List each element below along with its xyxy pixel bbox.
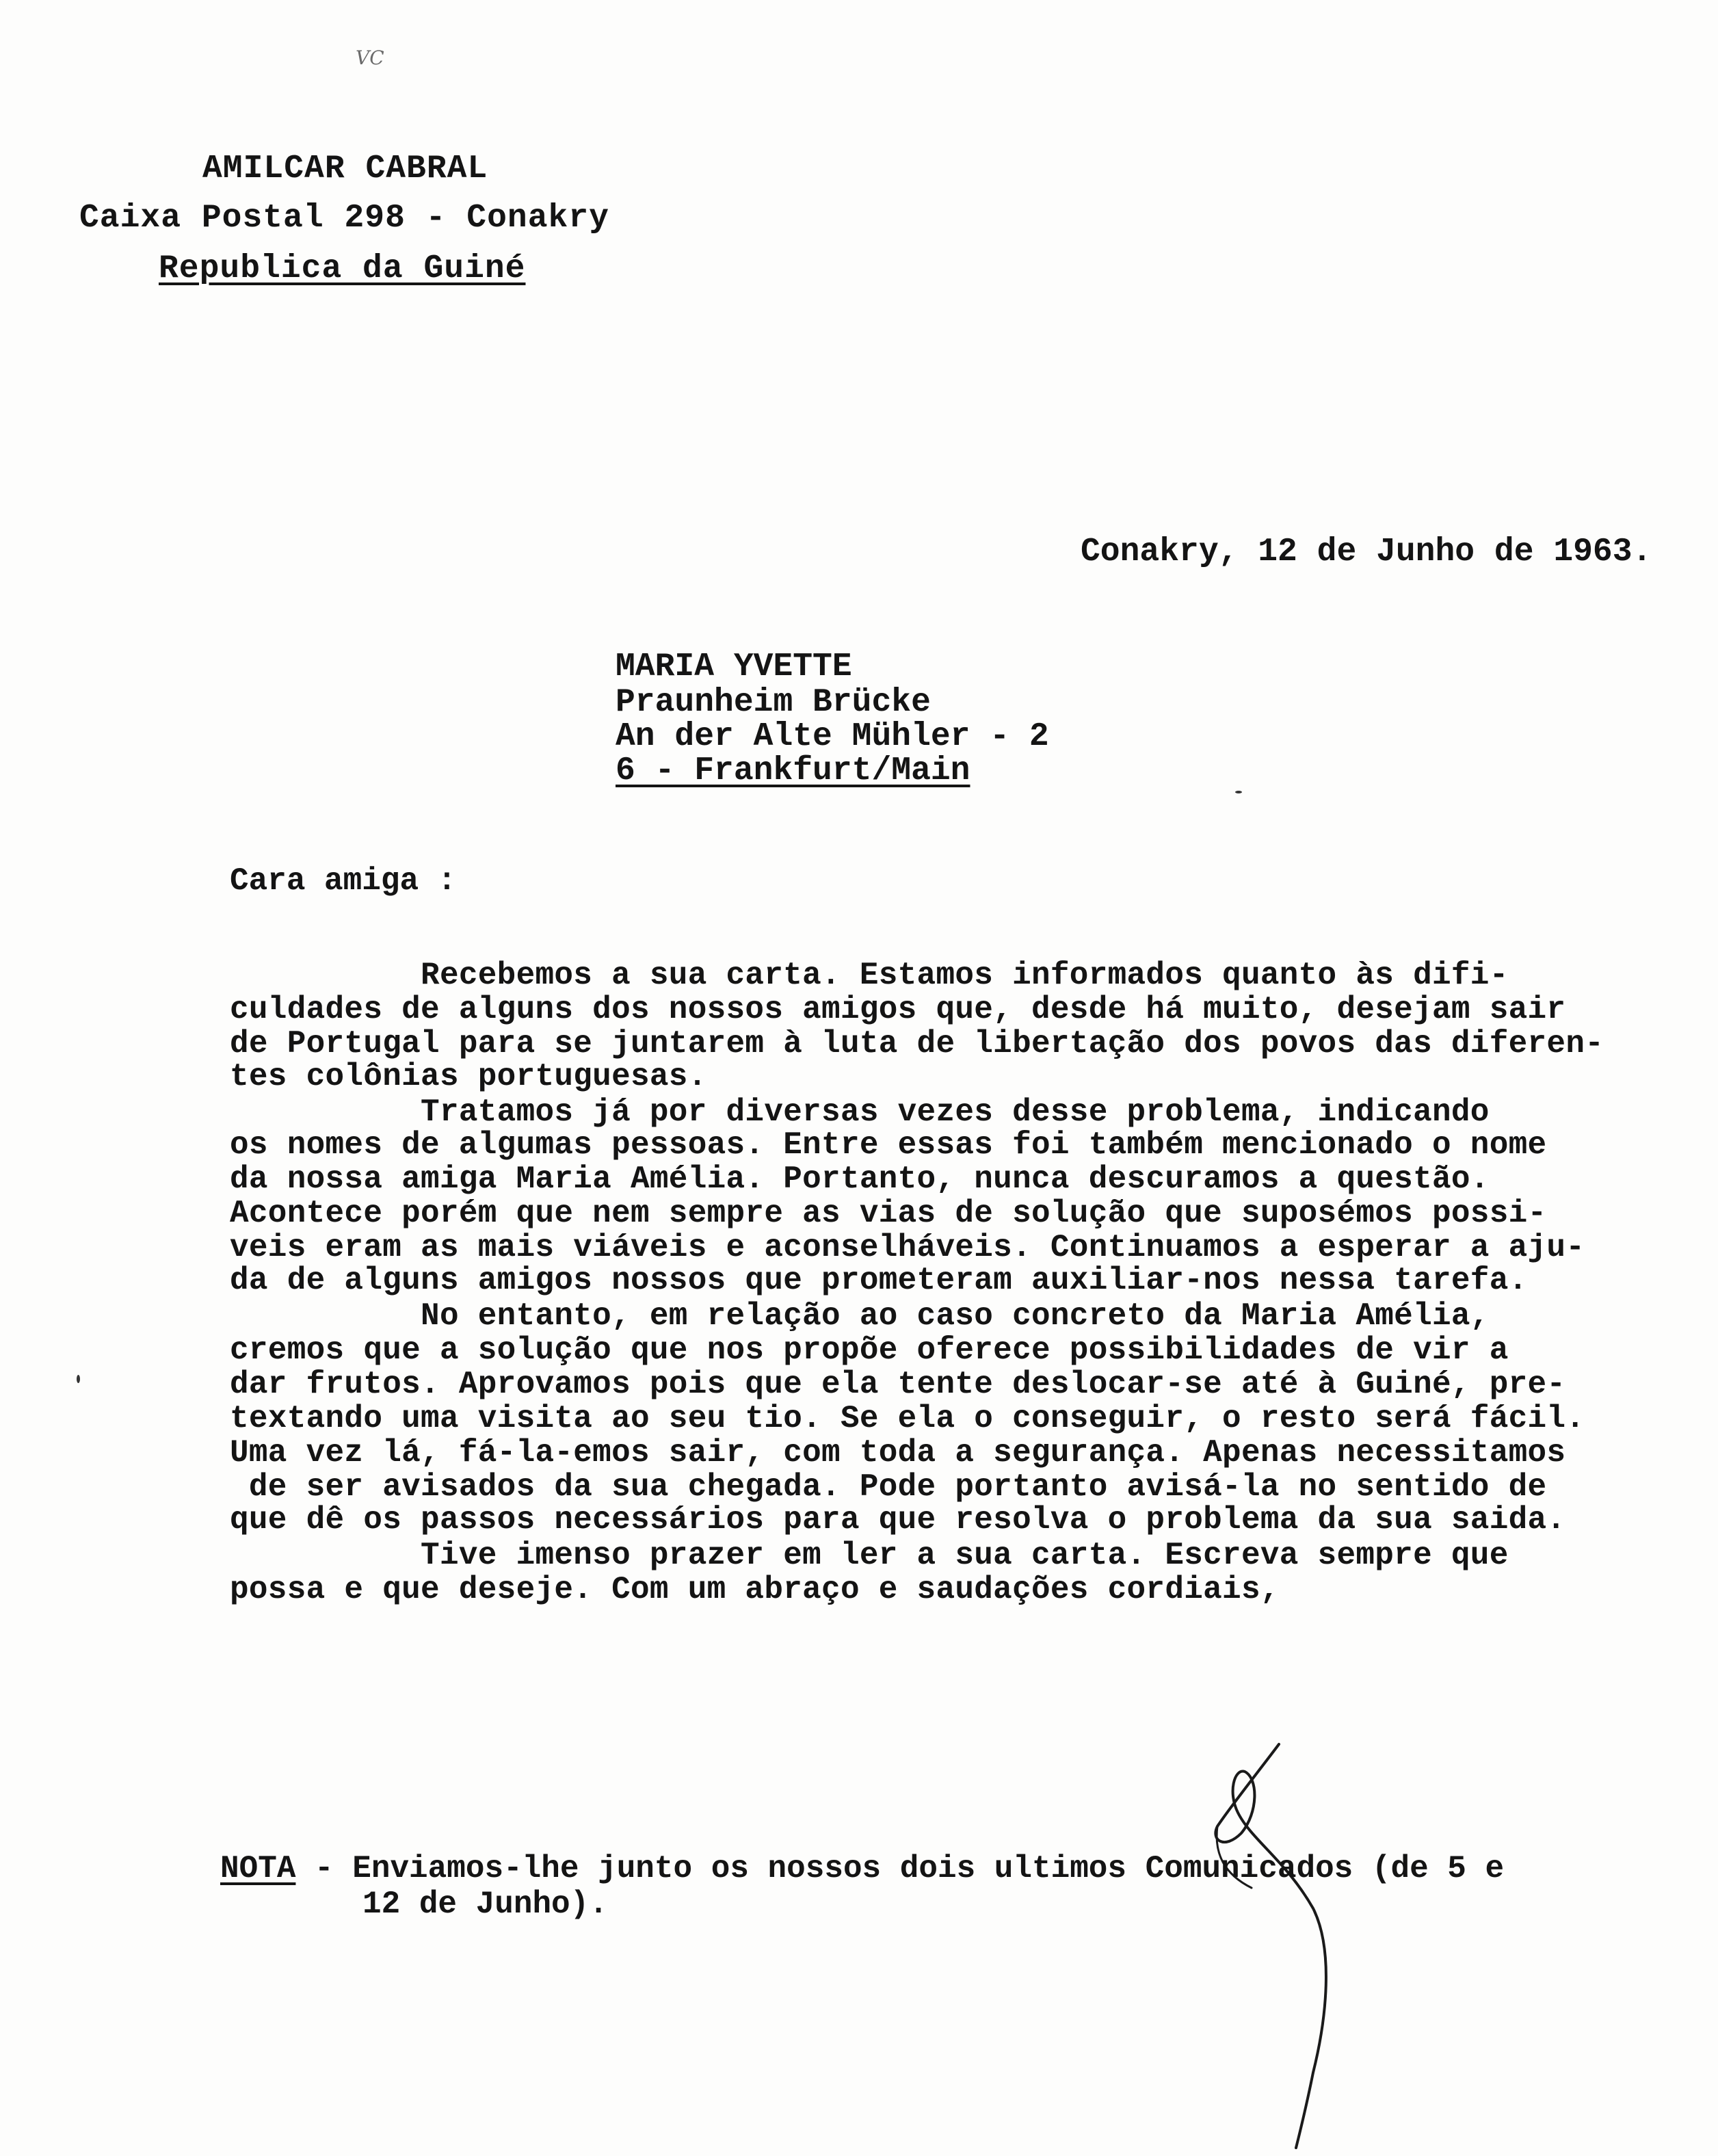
letter-date: Conakry, 12 de Junho de 1963. bbox=[1081, 534, 1652, 570]
sender-country: Republica da Guiné bbox=[159, 250, 526, 287]
body-line: veis eram as mais viáveis e aconselháveis. Continuamos a esperar a aju- bbox=[230, 1230, 1585, 1265]
body-line: Tive imenso prazer em ler a sua carta. Escreva sempre que bbox=[230, 1538, 1509, 1573]
corner-mark: VC bbox=[356, 47, 384, 69]
paper-speck bbox=[1235, 791, 1242, 793]
note-line-1 bbox=[220, 1851, 1504, 1886]
body-line: da nossa amiga Maria Amélia. Portanto, nunca descuramos a questão. bbox=[230, 1161, 1490, 1197]
body-line: tes colônias portuguesas. bbox=[230, 1059, 707, 1094]
body-line: que dê os passos necessários para que resolva o problema da sua saida. bbox=[230, 1502, 1566, 1538]
body-line: Tratamos já por diversas vezes desse problema, indicando bbox=[230, 1094, 1490, 1130]
body-line: os nomes de algumas pessoas. Entre essas foi também mencionado o nome bbox=[230, 1127, 1547, 1163]
recipient-line-2: An der Alte Mühler - 2 bbox=[616, 718, 1049, 755]
body-line: No entanto, em relação ao caso concreto da Maria Amélia, bbox=[230, 1298, 1490, 1334]
recipient-line-3: 6 - Frankfurt/Main bbox=[616, 752, 970, 789]
note-line-2: 12 de Junho). bbox=[362, 1886, 608, 1922]
recipient-name: MARIA YVETTE bbox=[616, 648, 852, 685]
body-line: possa e que deseje. Com um abraço e saudações cordiais, bbox=[230, 1572, 1280, 1607]
body-line: Recebemos a sua carta. Estamos informados quanto às difi- bbox=[230, 958, 1509, 993]
body-line: dar frutos. Aprovamos pois que ela tente deslocar-se até à Guiné, pre- bbox=[230, 1367, 1566, 1402]
body-line: textando uma visita ao seu tio. Se ela o conseguir, o resto será fácil. bbox=[230, 1401, 1585, 1436]
salutation: Cara amiga : bbox=[230, 863, 457, 899]
body-line: Acontece porém que nem sempre as vias de solução que suposémos possi- bbox=[230, 1196, 1547, 1231]
body-line: da de alguns amigos nossos que prometeram auxiliar-nos nessa tarefa. bbox=[230, 1263, 1528, 1298]
sender-address: Caixa Postal 298 - Conakry bbox=[79, 200, 609, 237]
body-line: de ser avisados da sua chegada. Pode portanto avisá-la no sentido de bbox=[230, 1469, 1547, 1505]
recipient-line-1: Praunheim Brücke bbox=[616, 684, 931, 721]
body-line: de Portugal para se juntarem à luta de libertação dos povos das diferen- bbox=[230, 1026, 1604, 1062]
handwritten-signature bbox=[1176, 1731, 1354, 2155]
body-line: Uma vez lá, fá-la-emos sair, com toda a segurança. Apenas necessitamos bbox=[230, 1435, 1566, 1471]
sender-name: AMILCAR CABRAL bbox=[202, 150, 488, 187]
paper-speck bbox=[77, 1375, 80, 1383]
note-label: NOTA bbox=[220, 1851, 296, 1886]
body-line: cremos que a solução que nos propõe oferece possibilidades de vir a bbox=[230, 1332, 1509, 1368]
body-line: culdades de alguns dos nossos amigos que, desde há muito, desejam sair bbox=[230, 992, 1566, 1027]
note-text-1: - Enviamos-lhe junto os nossos dois ultimos Comunicados (de 5 e bbox=[295, 1851, 1505, 1886]
